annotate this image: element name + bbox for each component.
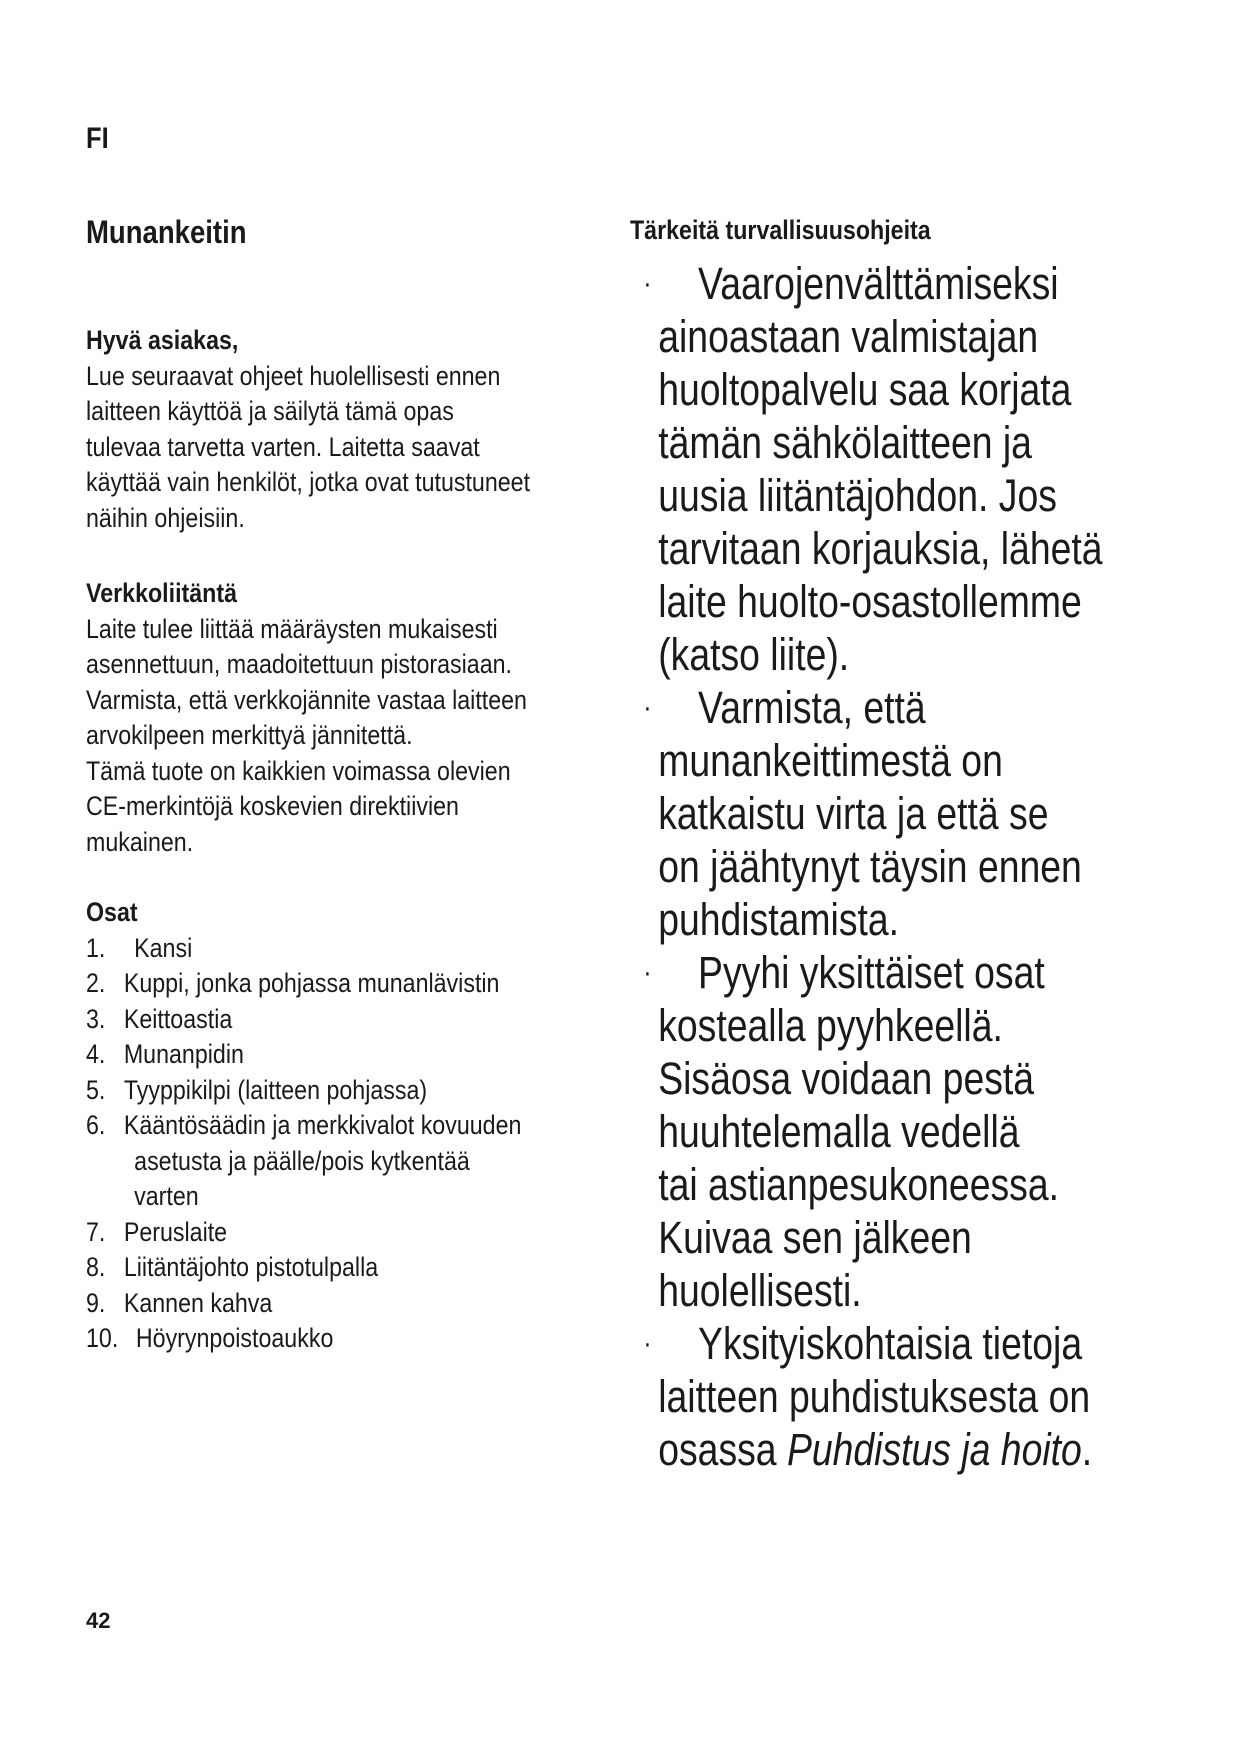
mains-connection-heading: Verkkoliitäntä bbox=[86, 578, 238, 608]
parts-list-item bbox=[86, 1108, 606, 1144]
safety-item-lead: Vaarojenvälttämiseksi bbox=[698, 258, 1059, 309]
safety-item-line: laitteen puhdistuksesta on bbox=[658, 1371, 1091, 1422]
parts-list-item bbox=[86, 1215, 606, 1251]
parts-list-item bbox=[86, 1250, 606, 1286]
page-title: Munankeitin bbox=[86, 214, 247, 250]
safety-item bbox=[630, 257, 1161, 681]
dear-customer-line: Lue seuraavat ohjeet huolellisesti ennen bbox=[86, 360, 501, 391]
parts-heading: Osat bbox=[86, 897, 138, 927]
safety-item-line: huuhtelemalla vedellä bbox=[658, 1106, 1020, 1157]
parts-item-text: varten bbox=[134, 1181, 199, 1211]
mains-connection-line: mukainen. bbox=[86, 826, 194, 857]
parts-item-number: 5. bbox=[86, 1074, 106, 1105]
parts-item-text: Kuppi, jonka pohjassa munanlävistin bbox=[123, 968, 500, 998]
safety-heading: Tärkeitä turvallisuusohjeita bbox=[630, 215, 931, 245]
dear-customer-line: tulevaa tarvetta varten. Laitetta saavat bbox=[86, 431, 480, 462]
parts-item-text: asetusta ja päälle/pois kytkentää bbox=[134, 1145, 470, 1176]
parts-list-item bbox=[86, 1286, 606, 1322]
safety-item-line: tai astianpesukoneessa. bbox=[658, 1159, 1059, 1210]
bullet-icon: · bbox=[643, 691, 652, 724]
cleaning-section-reference: Puhdistus ja hoito bbox=[786, 1424, 1082, 1475]
safety-item-line: tarvitaan korjauksia, lähetä bbox=[658, 523, 1103, 574]
parts-item-text: Kääntösäädin ja merkkivalot kovuuden bbox=[123, 1110, 522, 1140]
safety-item-line: Kuivaa sen jälkeen bbox=[658, 1212, 972, 1263]
right-column bbox=[630, 215, 1190, 1475]
parts-item-number: 9. bbox=[86, 1287, 106, 1318]
safety-item-line: huoltopalvelu saa korjata bbox=[658, 364, 1072, 415]
parts-item-text: Munanpidin bbox=[123, 1039, 244, 1069]
safety-item bbox=[630, 681, 1161, 946]
safety-item bbox=[630, 1317, 1161, 1476]
parts-item-text: Kannen kahva bbox=[123, 1287, 273, 1318]
parts-list-item bbox=[86, 931, 606, 967]
bullet-icon: · bbox=[643, 267, 652, 300]
parts-item-number: 6. bbox=[86, 1110, 106, 1140]
safety-item-line: katkaistu virta ja että se bbox=[658, 788, 1049, 839]
safety-item-lead: Varmista, että bbox=[698, 682, 926, 733]
parts-item-text: Peruslaite bbox=[123, 1216, 228, 1247]
parts-list-item bbox=[86, 1002, 606, 1038]
parts-list-item bbox=[86, 1073, 606, 1109]
language-code: FI bbox=[86, 122, 109, 155]
dear-customer-heading: Hyvä asiakas, bbox=[86, 325, 239, 355]
parts-list-item bbox=[86, 1321, 606, 1357]
mains-connection-line: Tämä tuote on kaikkien voimassa olevien bbox=[86, 755, 511, 786]
safety-item-line: uusia liitäntäjohdon. Jos bbox=[658, 470, 1057, 521]
safety-item-line: on jäähtynyt täysin ennen bbox=[658, 841, 1082, 892]
mains-connection-line: asennettuun, maadoitettuun pistorasiaan. bbox=[86, 649, 513, 679]
safety-item-line: (katso liite). bbox=[658, 629, 850, 680]
safety-item-line: kostealla pyyhkeellä. bbox=[658, 1000, 1003, 1051]
parts-item-text: Höyrynpoistoaukko bbox=[135, 1323, 334, 1353]
safety-item-line-prefix: osassa bbox=[658, 1424, 787, 1475]
safety-item-line: Sisäosa voidaan pestä bbox=[658, 1053, 1035, 1104]
parts-item-number: 10. bbox=[86, 1323, 119, 1353]
parts-list-item bbox=[86, 966, 606, 1002]
safety-item-line: laite huolto-osastollemme bbox=[658, 576, 1082, 627]
parts-item-number: 2. bbox=[86, 968, 106, 998]
mains-connection-line: CE-merkintöjä koskevien direktiivien bbox=[86, 791, 459, 821]
safety-item-line-suffix: . bbox=[1081, 1424, 1093, 1475]
parts-item-number: 3. bbox=[86, 1003, 106, 1034]
safety-item-line: puhdistamista. bbox=[658, 894, 900, 945]
bullet-icon: · bbox=[643, 956, 652, 989]
parts-list bbox=[86, 931, 606, 1357]
mains-connection-line: Varmista, että verkkojännite vastaa laitteen bbox=[86, 684, 527, 715]
safety-item bbox=[630, 946, 1161, 1317]
safety-item-lead: Pyyhi yksittäiset osat bbox=[698, 947, 1045, 998]
parts-list-item bbox=[86, 1037, 606, 1073]
parts-item-number: 4. bbox=[86, 1039, 106, 1069]
page-number: 42 bbox=[86, 1608, 111, 1633]
parts-item-number: 7. bbox=[86, 1216, 106, 1247]
mains-connection-line: Laite tulee liittää määräysten mukaisesti bbox=[86, 613, 498, 644]
bullet-icon: · bbox=[643, 1327, 652, 1360]
parts-list-item-continuation bbox=[86, 1144, 606, 1180]
parts-section bbox=[86, 895, 606, 1357]
parts-item-number: 8. bbox=[86, 1252, 106, 1282]
parts-item-number: 1. bbox=[86, 932, 106, 963]
dear-customer-line: näihin ohjeisiin. bbox=[86, 502, 245, 533]
safety-item-line: munankeittimestä on bbox=[658, 735, 1003, 786]
parts-item-text: Kansi bbox=[134, 932, 193, 963]
safety-item-line: ainoastaan valmistajan bbox=[658, 311, 1039, 362]
parts-item-text: Tyyppikilpi (laitteen pohjassa) bbox=[123, 1074, 428, 1105]
dear-customer-line: käyttää vain henkilöt, jotka ovat tutustuneet bbox=[86, 467, 531, 497]
parts-list-item-continuation bbox=[86, 1179, 606, 1215]
safety-item-lead: Yksityiskohtaisia tietoja bbox=[698, 1318, 1083, 1369]
mains-connection-line: arvokilpeen merkittyä jännitettä. bbox=[86, 720, 413, 750]
safety-item-line: huolellisesti. bbox=[658, 1265, 862, 1316]
dear-customer-line: laitteen käyttöä ja säilytä tämä opas bbox=[86, 396, 454, 426]
dear-customer-section bbox=[86, 323, 606, 536]
parts-item-text: Keittoastia bbox=[123, 1003, 233, 1034]
mains-connection-section bbox=[86, 576, 606, 860]
safety-list bbox=[630, 257, 1161, 1476]
safety-item-line: tämän sähkölaitteen ja bbox=[658, 417, 1032, 468]
parts-item-text: Liitäntäjohto pistotulpalla bbox=[123, 1252, 379, 1282]
